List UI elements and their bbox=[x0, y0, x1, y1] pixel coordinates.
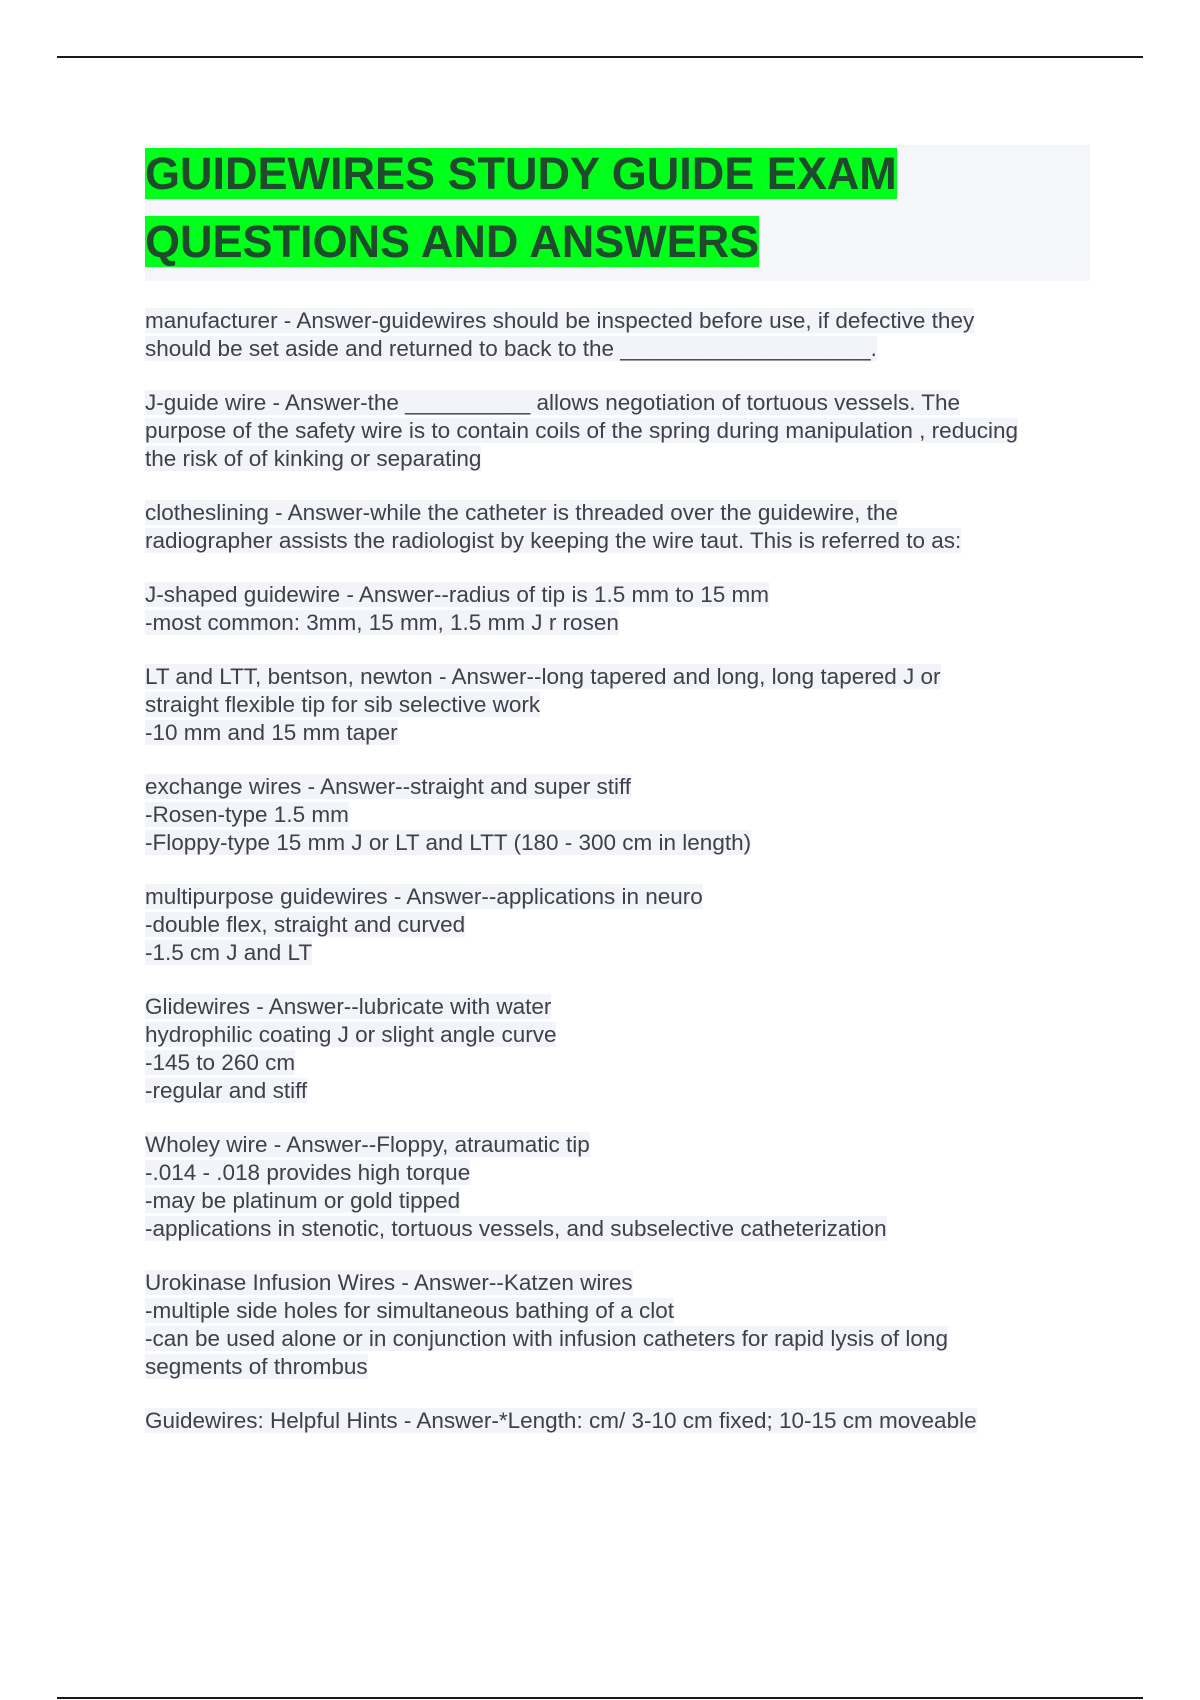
qa-line: -1.5 cm J and LT bbox=[145, 940, 313, 965]
qa-line: -10 mm and 15 mm taper bbox=[145, 720, 398, 745]
qa-line: -Rosen-type 1.5 mm bbox=[145, 802, 349, 827]
qa-line: should be set aside and returned to back to the ____________________. bbox=[145, 336, 877, 361]
qa-item-urokinase-infusion-wires bbox=[145, 1269, 1090, 1381]
qa-line: -applications in stenotic, tortuous vessels, and subselective catheterization bbox=[145, 1216, 887, 1241]
footer-rule bbox=[57, 1697, 1143, 1699]
qa-line: -double flex, straight and curved bbox=[145, 912, 466, 937]
qa-line: -regular and stiff bbox=[145, 1078, 308, 1103]
qa-line: manufacturer - Answer-guidewires should be inspected before use, if defective they bbox=[145, 308, 975, 333]
qa-line: -145 to 260 cm bbox=[145, 1050, 296, 1075]
qa-line: -can be used alone or in conjunction with infusion catheters for rapid lysis of long bbox=[145, 1326, 948, 1351]
qa-line: exchange wires - Answer--straight and super stiff bbox=[145, 774, 632, 799]
qa-line: the risk of of kinking or separating bbox=[145, 446, 482, 471]
document-title bbox=[145, 145, 1090, 281]
qa-item-multipurpose-guidewires bbox=[145, 883, 1090, 967]
qa-item-exchange-wires bbox=[145, 773, 1090, 857]
qa-line: -Floppy-type 15 mm J or LT and LTT (180 - 300 cm in length) bbox=[145, 830, 752, 855]
qa-line: multipurpose guidewires - Answer--applications in neuro bbox=[145, 884, 703, 909]
qa-line: J-guide wire - Answer-the __________ allows negotiation of tortuous vessels. The bbox=[145, 390, 961, 415]
qa-line: Wholey wire - Answer--Floppy, atraumatic tip bbox=[145, 1132, 590, 1157]
qa-line: -most common: 3mm, 15 mm, 1.5 mm J r rosen bbox=[145, 610, 619, 635]
qa-item-lt-ltt bbox=[145, 663, 1090, 747]
qa-line: straight flexible tip for sib selective work bbox=[145, 692, 541, 717]
qa-line: radiographer assists the radiologist by keeping the wire taut. This is referred to as: bbox=[145, 528, 962, 553]
qa-item-glidewires bbox=[145, 993, 1090, 1105]
qa-line: segments of thrombus bbox=[145, 1354, 368, 1379]
qa-line: Guidewires: Helpful Hints - Answer-*Length: cm/ 3-10 cm fixed; 10-15 cm moveable bbox=[145, 1408, 977, 1433]
qa-line: -.014 - .018 provides high torque bbox=[145, 1160, 471, 1185]
qa-item-clotheslining bbox=[145, 499, 1090, 555]
qa-item-helpful-hints bbox=[145, 1407, 1090, 1435]
qa-item-j-guide-wire bbox=[145, 389, 1090, 473]
qa-line: -may be platinum or gold tipped bbox=[145, 1188, 461, 1213]
qa-item-j-shaped-guidewire bbox=[145, 581, 1090, 637]
title-line-2: QUESTIONS AND ANSWERS bbox=[145, 216, 760, 267]
qa-item-manufacturer bbox=[145, 307, 1090, 363]
qa-line: clotheslining - Answer-while the catheter is threaded over the guidewire, the bbox=[145, 500, 898, 525]
header-rule bbox=[57, 56, 1143, 58]
title-line-1: GUIDEWIRES STUDY GUIDE EXAM bbox=[145, 148, 897, 199]
qa-line: J-shaped guidewire - Answer--radius of tip is 1.5 mm to 15 mm bbox=[145, 582, 769, 607]
qa-line: Glidewires - Answer--lubricate with water bbox=[145, 994, 552, 1019]
qa-line: -multiple side holes for simultaneous bathing of a clot bbox=[145, 1298, 675, 1323]
qa-line: purpose of the safety wire is to contain coils of the spring during manipulation , reducing bbox=[145, 418, 1018, 443]
document-body bbox=[145, 145, 1090, 1461]
qa-line: hydrophilic coating J or slight angle curve bbox=[145, 1022, 557, 1047]
qa-item-wholey-wire bbox=[145, 1131, 1090, 1243]
qa-line: LT and LTT, bentson, newton - Answer--long tapered and long, long tapered J or bbox=[145, 664, 941, 689]
qa-line: Urokinase Infusion Wires - Answer--Katzen wires bbox=[145, 1270, 633, 1295]
